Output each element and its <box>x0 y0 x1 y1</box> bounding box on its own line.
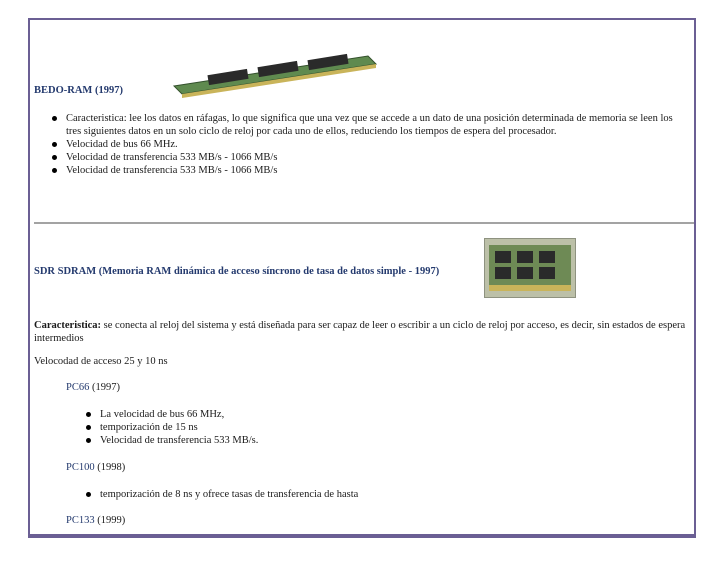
pc133-year: (1999) <box>94 515 126 526</box>
pc100-year: (1998) <box>94 462 126 473</box>
pc66-bullet-list <box>82 408 642 447</box>
list-item: Caracteristica: lee los datos en ráfagas, lo que significa que una vez que se accede a un dato de una posición determinada de memoria se leen los tres siguientes datos en un solo ciclo de reloj por cada uno de ellos, reduciendo los tiempos de espera del procesador. <box>48 112 688 138</box>
list-item: La velocidad de bus 66 MHz, <box>82 408 642 421</box>
pc100-bullet-list <box>82 488 642 501</box>
list-item: Velocidad de bus 66 MHz. <box>48 138 688 151</box>
bedo-ram-module-image <box>168 48 378 100</box>
pc66-name: PC66 <box>66 382 90 393</box>
list-item: temporización de 15 ns <box>82 421 642 434</box>
bedo-ram-heading: BEDO-RAM (1997) <box>34 85 123 96</box>
pc66-year: (1997) <box>89 382 120 393</box>
bedo-ram-bullet-list <box>48 112 688 177</box>
sdr-characteristic-paragraph <box>34 319 692 345</box>
access-speed-text: Velocodad de acceso 25 y 10 ns <box>34 356 168 367</box>
list-item: Velocidad de transferencia 533 MB/s - 1066 MB/s <box>48 151 688 164</box>
pc133-subheading <box>66 514 125 527</box>
section-divider <box>34 222 694 224</box>
pc100-subheading <box>66 461 125 474</box>
sdr-sdram-module-image <box>484 238 576 298</box>
pc66-subheading <box>66 381 120 394</box>
pc100-name: PC100 <box>66 462 95 473</box>
list-item: temporización de 8 ns y ofrece tasas de transferencia de hasta <box>82 488 642 501</box>
sdr-sdram-heading: SDR SDRAM (Memoria RAM dinámica de acceso síncrono de tasa de datos simple - 1997) <box>34 266 440 277</box>
characteristic-text: se conecta al reloj del sistema y está diseñada para ser capaz de leer o escribir a un ciclo de reloj por acceso, es decir, sin estados de espera intermedios <box>34 320 686 344</box>
list-item: Velocidad de transferencia 533 MB/s. <box>82 434 642 447</box>
list-item: Velocidad de transferencia 533 MB/s - 1066 MB/s <box>48 164 688 177</box>
pc133-name: PC133 <box>66 515 95 526</box>
characteristic-label: Caracteristica: <box>34 320 102 331</box>
